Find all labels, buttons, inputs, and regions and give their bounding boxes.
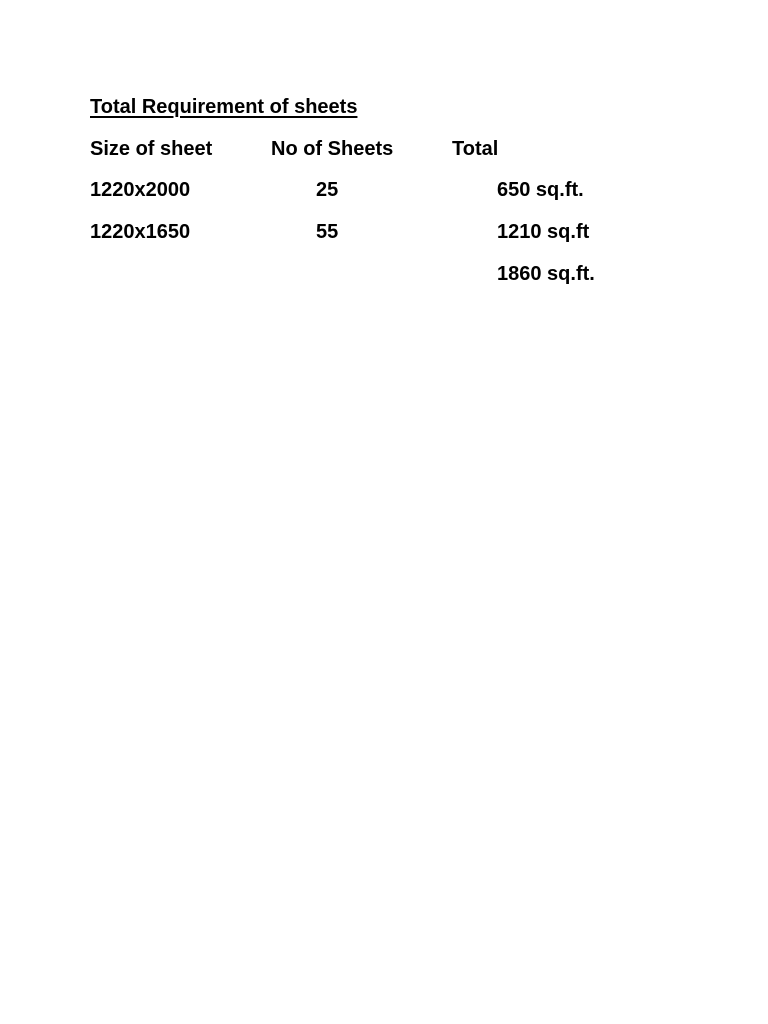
row-1-total: 650 sq.ft. — [497, 179, 584, 201]
grand-total: 1860 sq.ft. — [497, 263, 595, 285]
row-1-size: 1220x2000 — [90, 179, 191, 201]
row-2-count: 55 — [316, 221, 339, 243]
header-total: Total — [452, 138, 499, 160]
document-title: Total Requirement of sheets — [90, 96, 358, 118]
row-2-total: 1210 sq.ft — [497, 221, 590, 243]
row-1-count: 25 — [316, 179, 339, 201]
header-size-of-sheet: Size of sheet — [90, 138, 213, 160]
row-2-size: 1220x1650 — [90, 221, 191, 243]
header-no-of-sheets: No of Sheets — [271, 138, 394, 160]
